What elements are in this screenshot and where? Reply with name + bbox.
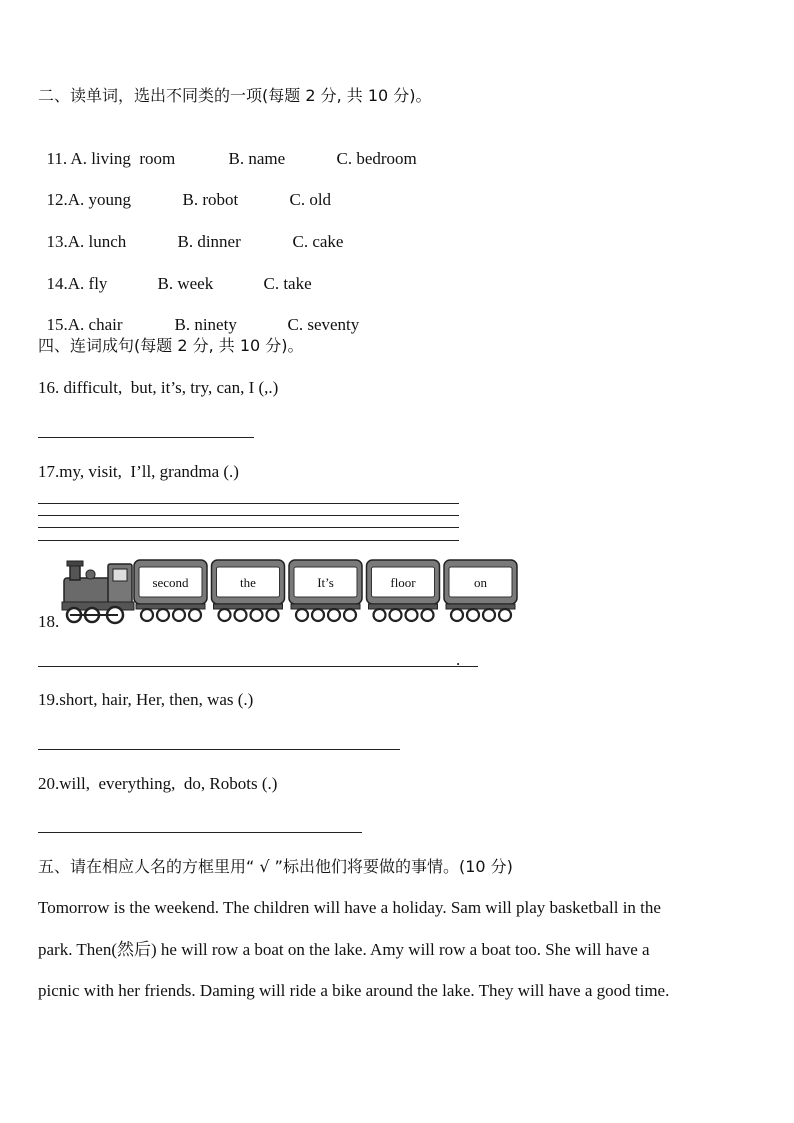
question-12 (38, 170, 331, 210)
option-c: C. take (263, 274, 312, 293)
option-a: 14.A. fly (46, 274, 108, 293)
option-c: C. seventy (287, 315, 360, 334)
locomotive-icon (62, 561, 134, 623)
train-car (367, 560, 440, 621)
train-word: second (152, 575, 189, 590)
section4-title: 四、连词成句(每题 2 分, 共 10 分)。 (38, 336, 304, 355)
option-b: B. ninety (174, 315, 237, 334)
answer-line-17a[interactable] (38, 503, 459, 504)
option-a: 13.A. lunch (46, 232, 127, 251)
train-car (444, 560, 517, 621)
passage-line-1: Tomorrow is the weekend. The children will have a holiday. Sam will play basketball in the (38, 898, 661, 917)
train-word: It’s (317, 575, 334, 590)
answer-line-17d[interactable] (38, 540, 459, 541)
train-car (212, 560, 285, 621)
answer-line-17b[interactable] (38, 515, 459, 516)
option-c: C. cake (292, 232, 344, 251)
train-word: floor (390, 575, 416, 590)
question-18-number: 18. (38, 612, 60, 631)
passage-line-2: park. Then(然后) he will row a boat on the lake. Amy will row a boat too. She will have a (38, 940, 650, 959)
option-a: 12.A. young (46, 190, 132, 209)
train-car (289, 560, 362, 621)
option-c: C. old (289, 190, 332, 209)
question-18-period: . (456, 650, 461, 669)
question-15 (38, 295, 359, 335)
answer-line-17c[interactable] (38, 527, 459, 528)
answer-line-18[interactable] (38, 666, 478, 667)
question-14 (38, 254, 312, 294)
train-word: the (240, 575, 256, 590)
question-13 (38, 212, 343, 252)
train-illustration (60, 558, 525, 626)
answer-line-19[interactable] (38, 749, 400, 750)
question-19: 19.short, hair, Her, then, was (.) (38, 690, 254, 709)
option-b: B. robot (182, 190, 239, 209)
answer-line-20[interactable] (38, 832, 362, 833)
question-20: 20.will, everything, do, Robots (.) (38, 774, 278, 793)
passage-line-3: picnic with her friends. Daming will ride a bike around the lake. They will have a good time. (38, 981, 670, 1000)
question-17: 17.my, visit, I’ll, grandma (.) (38, 462, 239, 481)
option-b: B. name (228, 149, 286, 168)
option-b: B. dinner (177, 232, 241, 251)
option-a: 15.A. chair (46, 315, 123, 334)
train-word: on (474, 575, 487, 590)
option-b: B. week (157, 274, 214, 293)
section5-title: 五、请在相应人名的方框里用“ √ ”标出他们将要做的事情。(10 分) (38, 857, 513, 876)
answer-line-16[interactable] (38, 437, 254, 438)
option-c: C. bedroom (336, 149, 417, 168)
question-16: 16. difficult, but, it’s, try, can, I (,.) (38, 378, 279, 397)
option-a: 11. A. living room (46, 149, 176, 168)
section2-title: 二、读单词，选出不同类的一项(每题 2 分, 共 10 分)。 (38, 86, 432, 105)
train-car (134, 560, 207, 621)
question-11 (38, 129, 417, 169)
